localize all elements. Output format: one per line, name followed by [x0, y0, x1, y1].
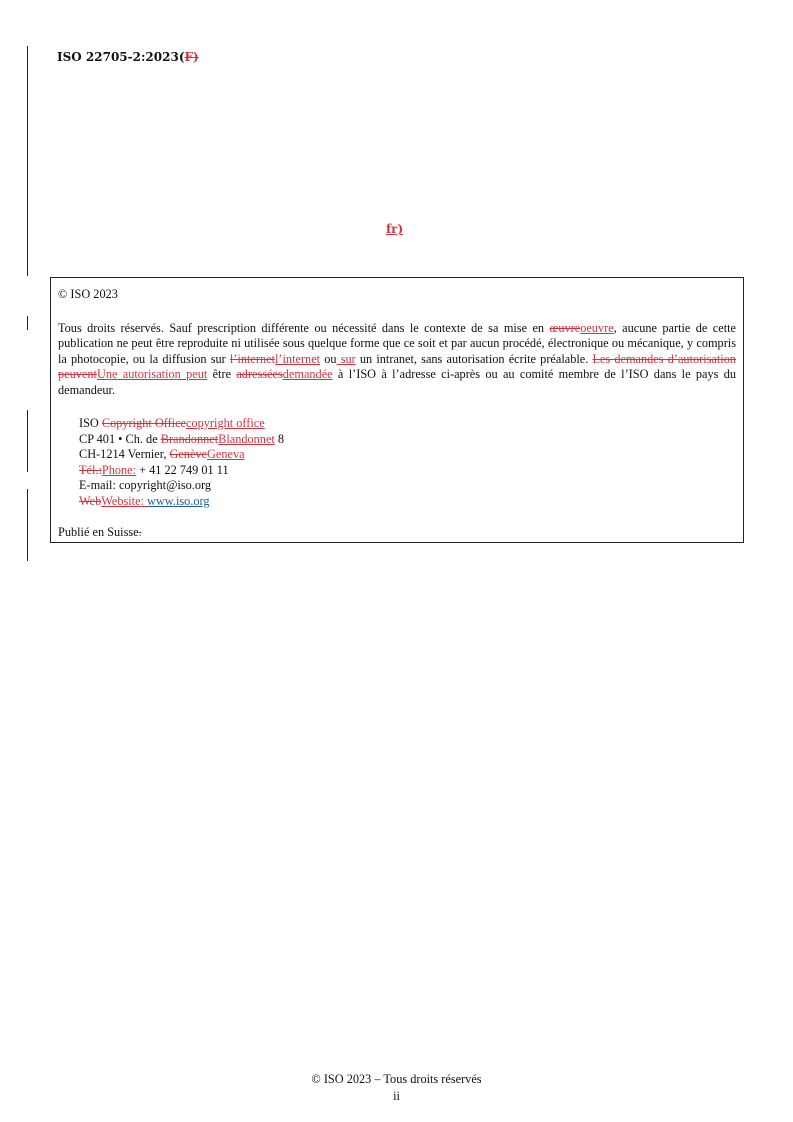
inserted-text: sur	[336, 351, 356, 366]
inserted-text: oeuvre	[580, 320, 614, 335]
published-text: Publié en Suisse	[58, 525, 139, 539]
rights-paragraph	[58, 321, 736, 399]
deleted-text: Tél.:	[79, 462, 102, 477]
org-prefix: ISO	[79, 416, 102, 430]
language-marker: fr)	[386, 222, 404, 236]
deleted-text: œuvre	[549, 320, 581, 335]
address-website	[79, 494, 736, 510]
website-link[interactable]: www.iso.org	[147, 493, 210, 508]
inserted-text: Blandonnet	[218, 431, 275, 446]
document-id: ISO 22705-2:2023(	[57, 50, 185, 64]
deleted-text: l’internet	[229, 351, 275, 366]
street-prefix: CP 401 • Ch. de	[79, 431, 161, 446]
address-street	[79, 432, 736, 448]
inserted-text: Website	[101, 493, 141, 508]
change-bar	[27, 489, 28, 561]
deleted-text: Copyright Office	[101, 416, 187, 430]
deleted-text: adressées	[236, 367, 283, 381]
rights-text: être	[207, 367, 237, 381]
deleted-text: Web	[79, 493, 102, 508]
change-bar	[27, 46, 28, 276]
street-suffix: 8	[274, 431, 285, 446]
inserted-text: Phone:	[101, 462, 137, 477]
inserted-text: l’internet	[275, 351, 321, 366]
footer-copyright: © ISO 2023 – Tous droits réservés	[311, 1072, 482, 1086]
document-header	[57, 50, 199, 64]
change-bar	[27, 410, 28, 472]
rights-text: à l’ISO à l’adresse ci-après ou au comité membre de l’ISO dans le pays du demandeur.	[58, 367, 736, 397]
address-phone	[79, 463, 736, 479]
rights-text: Tous droits réservés. Sauf prescription différente ou nécessité dans le contexte de sa mise en	[58, 320, 550, 335]
deleted-text: Genève	[169, 447, 208, 461]
inserted-text: Une autorisation peut	[96, 367, 208, 381]
deleted-text: .	[138, 525, 142, 539]
address-email: E-mail: copyright@iso.org	[79, 478, 211, 492]
copyright-notice: © ISO 2023	[58, 287, 118, 301]
inserted-text: Geneva	[207, 447, 245, 461]
deleted-text: Brandonnet	[160, 431, 219, 446]
copyright-box	[50, 277, 744, 543]
inserted-text: demandée	[282, 367, 333, 381]
address-city	[79, 447, 736, 463]
change-bar	[27, 316, 28, 330]
rights-text: un intranet, sans autorisation écrite préalable.	[355, 351, 593, 366]
rights-text: ou	[320, 351, 337, 366]
city-prefix: CH-1214 Vernier,	[79, 447, 170, 461]
published-line	[58, 525, 736, 541]
deleted-language-suffix: F)	[184, 50, 199, 64]
phone-number: + 41 22 749 01 11	[136, 462, 229, 477]
rights-text: , aucune partie de cette publication ne peut être reproduite ni utilisée sous quelque forme que ce soit et par aucun procédé, électronique ou mécanique, y compris la photocopie, ou la diffusion sur	[58, 320, 736, 366]
page-number: ii	[393, 1089, 400, 1103]
inserted-text: copyright office	[186, 416, 265, 430]
deleted-text: Les demandes d’autorisation peuvent	[58, 351, 737, 381]
iso-address	[79, 416, 736, 509]
address-organization	[79, 416, 736, 432]
inserted-colon: :	[140, 493, 148, 508]
